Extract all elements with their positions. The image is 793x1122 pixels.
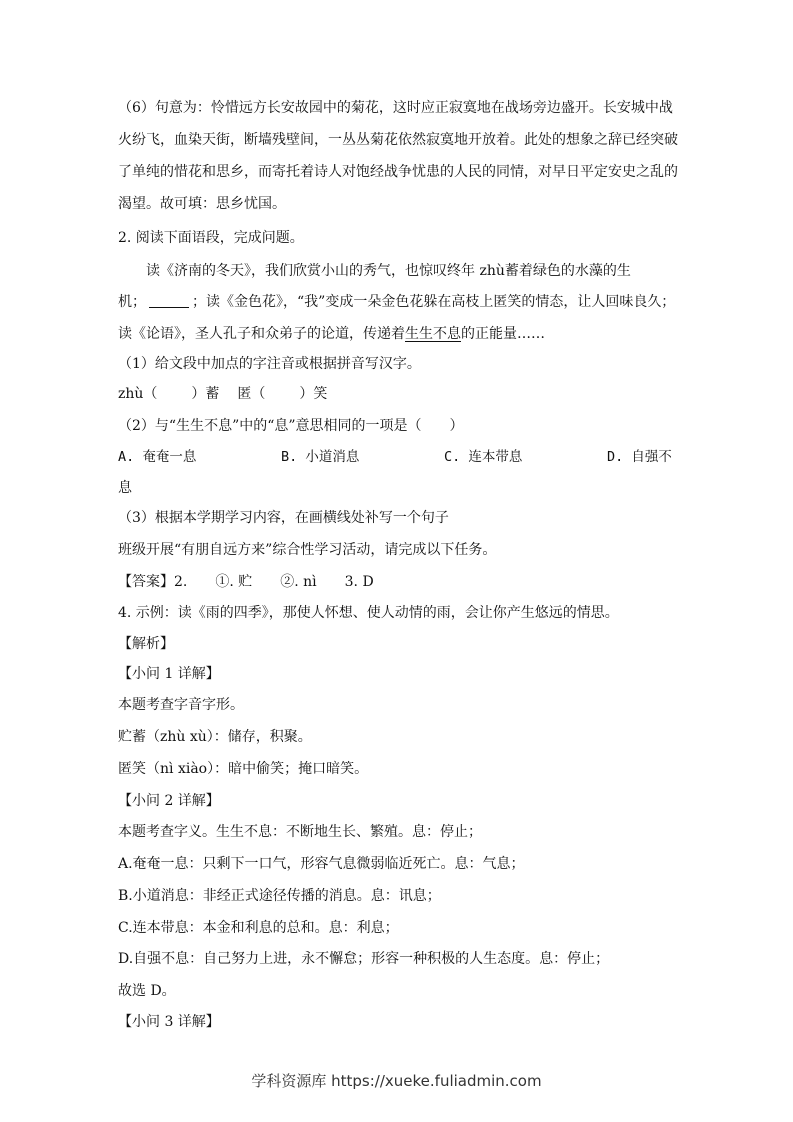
sub-1-heading: 【小问 1 详解】 xyxy=(118,666,220,682)
answer-line: 【答案】2. ①. 贮 ②. nì 3. D xyxy=(118,574,374,590)
sub-3-heading: 【小问 3 详解】 xyxy=(118,1014,220,1030)
option-b: B. 小道消息 xyxy=(281,449,360,465)
option-d-continuation: 息 xyxy=(118,480,132,496)
q2-heading: 2. 阅读下面语段，完成问题。 xyxy=(118,230,304,246)
sub-2-line-1: 本题考查字义。生生不息：不断地生长、繁殖。息：停止； xyxy=(118,824,482,840)
analysis-heading: 【解析】 xyxy=(118,636,174,652)
footer-watermark: 学科资源库 https://xueke.fuliadmin.com xyxy=(251,1072,542,1090)
underlined-phrase: 生生不息 xyxy=(405,326,461,342)
passage-fragment: 的正能量…… xyxy=(461,326,545,342)
q6-line-1: （6）句意为：怜惜远方长安故园中的菊花，这时应正寂寞地在战场旁边盛开。长安城中战 xyxy=(118,100,673,116)
option-c: C. 连本带息 xyxy=(444,449,523,465)
q6-line-4: 渴望。故可填：思乡忧国。 xyxy=(118,196,286,212)
sub-2-line-4: C.连本带息：本金和利息的总和。息：利息； xyxy=(118,920,399,936)
sub-2-line-2: A.奄奄一息：只剩下一口气，形容气息微弱临近死亡。息：气息； xyxy=(118,856,525,872)
fill-part: 匿（ xyxy=(237,386,266,402)
sub-1-line-1: 本题考查字音字形。 xyxy=(118,697,244,713)
sub-1-line-2: 贮蓄（zhù xù）：储存，积聚。 xyxy=(118,729,312,745)
option-d: D. 自强不 xyxy=(607,449,672,465)
passage-fragment: 读《论语》，圣人孔子和众弟子的论道，传递着 xyxy=(118,326,405,342)
sub-2-line-3: B.小道消息：非经正式途径传播的消息。息：讯息； xyxy=(118,888,441,904)
option-a: A. 奄奄一息 xyxy=(118,449,197,465)
q2-passage-line-3 xyxy=(118,324,545,344)
sub-question-1-fill xyxy=(118,384,327,404)
passage-fragment: ；读《金色花》，“我”变成一朵金色花躲在高枝上匿笑的情态，让人回味良久； xyxy=(192,294,676,310)
answer-example: 4. 示例：读《雨的四季》，那使人怀想、使人动情的雨，会让你产生悠远的情思。 xyxy=(118,605,619,621)
fill-part: ）蓄 xyxy=(191,386,220,402)
sub-2-heading: 【小问 2 详解】 xyxy=(118,793,220,809)
activity-intro: 班级开展“有朋自远方来”综合性学习活动，请完成以下任务。 xyxy=(118,542,497,558)
fill-part: zhù（ xyxy=(118,386,158,402)
q6-line-3: 了单纯的惜花和思乡，而寄托着诗人对饱经战争忧患的人民的同情，对早日平定安史之乱的 xyxy=(118,164,678,180)
sub-2-line-6: 故选 D。 xyxy=(118,983,176,999)
sub-question-3: （3）根据本学期学习内容，在画横线处补写一个句子 xyxy=(118,510,449,526)
sub-1-line-3: 匿笑（nì xiào）：暗中偷笑；掩口暗笑。 xyxy=(118,761,369,777)
sub-question-1: （1）给文段中加点的字注音或根据拼音写汉字。 xyxy=(118,356,421,372)
q2-passage-line-2 xyxy=(118,292,675,312)
sub-question-2: （2）与“生生不息”中的“息”意思相同的一项是（ ） xyxy=(118,418,464,434)
sub-2-line-5: D.自强不息：自己努力上进，永不懈怠；形容一种积极的人生态度。息：停止； xyxy=(118,951,610,967)
passage-fragment: 机； xyxy=(118,294,146,310)
answer-blank xyxy=(149,293,189,308)
q6-line-2: 火纷飞，血染天街，断墙残壁间，一丛丛菊花依然寂寞地开放着。此处的想象之辞已经突破 xyxy=(118,132,678,148)
q2-passage-line-1: 读《济南的冬天》，我们欣赏小山的秀气，也惊叹终年 zhù蓄着绿色的水藻的生 xyxy=(146,263,631,279)
fill-part: ）笑 xyxy=(299,386,328,402)
